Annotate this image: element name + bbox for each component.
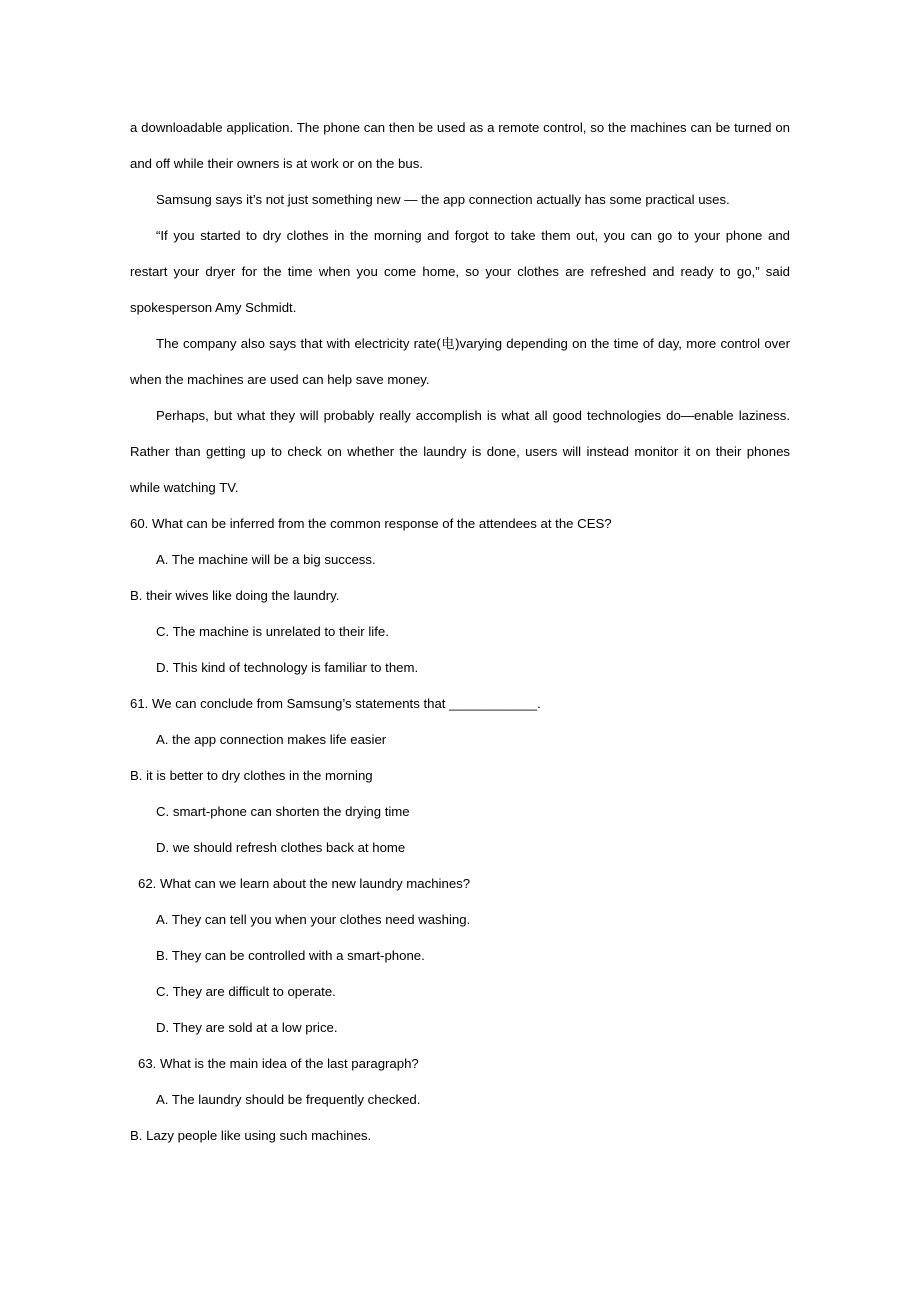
paragraph-quote: “If you started to dry clothes in the morning and forgot to take them out, you can go to your phone and restart your dryer for the time when you come home, so your clothes are refreshed and ready to go,” said spokesperson Amy Schmidt. — [130, 228, 790, 315]
question-62-stem: 62. What can we learn about the new laundry machines? — [138, 876, 471, 891]
question-62-option-b: B. They can be controlled with a smart-phone. — [156, 948, 425, 963]
paragraph-perhaps: Perhaps, but what they will probably really accomplish is what all good technologies do—enable laziness. Rather than getting up to check on whether the laundry is done, users will instead monitor it on their phones while watching TV. — [130, 408, 790, 495]
question-61-option-c: C. smart-phone can shorten the drying time — [156, 804, 410, 819]
question-61-option-a: A. the app connection makes life easier — [156, 732, 387, 747]
question-60-option-a: A. The machine will be a big success. — [156, 552, 376, 567]
question-63-option-b: B. Lazy people like using such machines. — [130, 1128, 372, 1143]
question-62-option-d: D. They are sold at a low price. — [156, 1020, 338, 1035]
question-62-option-c: C. They are difficult to operate. — [156, 984, 336, 999]
question-62-option-a: A. They can tell you when your clothes need washing. — [156, 912, 471, 927]
question-63-stem: 63. What is the main idea of the last paragraph? — [138, 1056, 419, 1071]
paragraph-company: The company also says that with electricity rate(电)varying depending on the time of day, more control over when the machines are used can help save money. — [130, 336, 790, 387]
paragraph-continuation: a downloadable application. The phone can then be used as a remote control, so the machines can be turned on and off while their owners is at work or on the bus. — [130, 120, 790, 171]
question-60-option-b: B. their wives like doing the laundry. — [130, 588, 340, 603]
question-61-stem: 61. We can conclude from Samsung’s statements that ____________. — [130, 696, 541, 711]
question-61-option-b: B. it is better to dry clothes in the morning — [130, 768, 373, 783]
document-body — [130, 110, 790, 1154]
question-63-option-a: A. The laundry should be frequently checked. — [156, 1092, 421, 1107]
question-60-stem: 60. What can be inferred from the common response of the attendees at the CES? — [130, 516, 612, 531]
question-61-option-d: D. we should refresh clothes back at home — [156, 840, 406, 855]
question-60-option-d: D. This kind of technology is familiar to them. — [156, 660, 419, 675]
paragraph-samsung: Samsung says it’s not just something new — the app connection actually has some practical uses. — [156, 192, 730, 207]
question-60-option-c: C. The machine is unrelated to their life. — [156, 624, 389, 639]
